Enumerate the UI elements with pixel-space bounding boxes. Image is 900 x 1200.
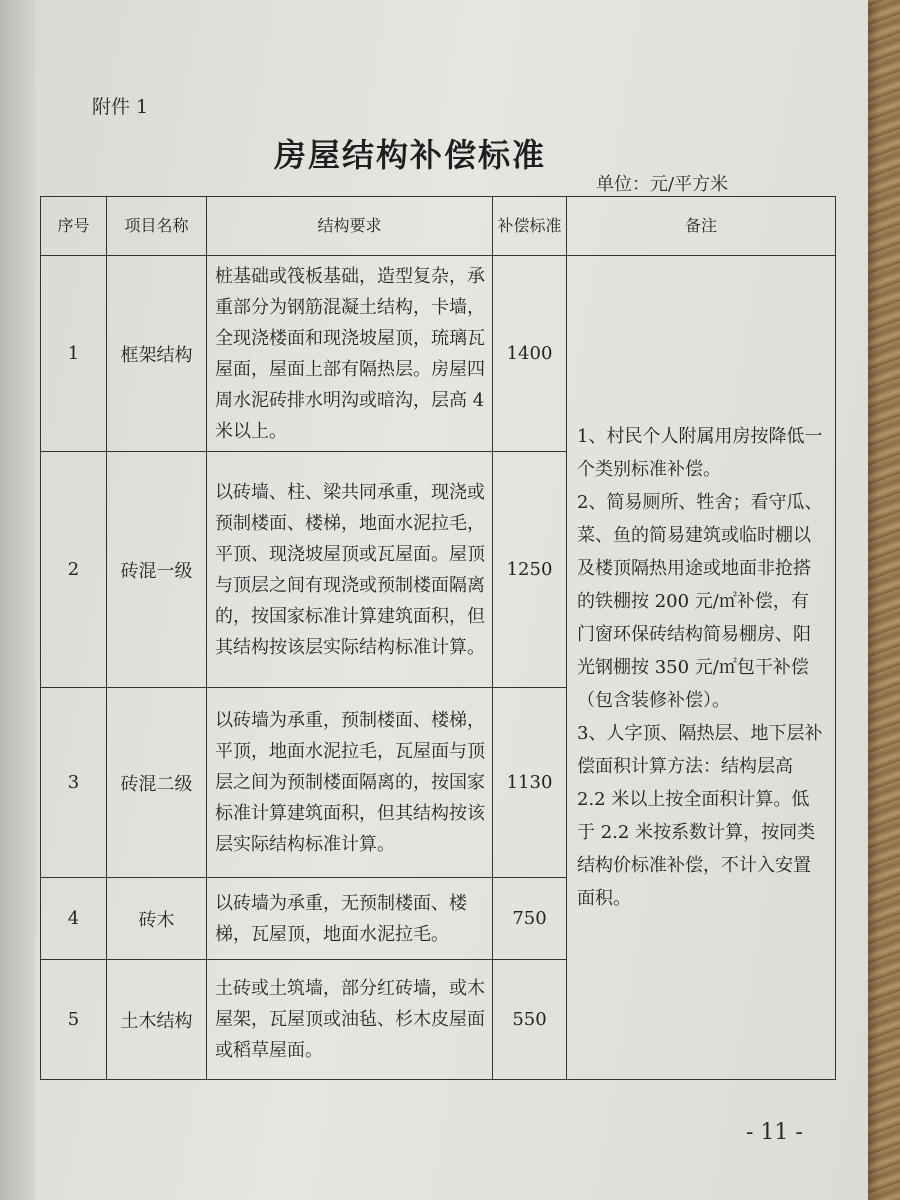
document-title: 房屋结构补偿标准 (273, 136, 546, 174)
header-no: 序号 (41, 197, 107, 256)
remark-item: 3、人字顶、隔热层、地下层补偿面积计算方法：结构层高 2.2 米以上按全面积计算。低于 2.2 米按系数计算，按同类结构价标准补偿，不计入安置面积。 (577, 723, 823, 909)
row-no: 5 (41, 960, 107, 1080)
row-standard: 1250 (493, 452, 567, 688)
annex-label: 附件 1 (92, 96, 149, 118)
row-no: 3 (41, 688, 107, 878)
page-number: - 11 - (746, 1120, 803, 1145)
row-name: 砖混二级 (107, 688, 207, 878)
table-header-row (41, 197, 836, 256)
header-remarks: 备注 (567, 197, 836, 256)
remarks-cell (567, 256, 836, 1080)
row-name: 框架结构 (107, 256, 207, 452)
header-name: 项目名称 (107, 197, 207, 256)
row-name: 砖混一级 (107, 452, 207, 688)
page-binding-edge (0, 0, 36, 1200)
row-requirement: 桩基础或筏板基础，造型复杂，承重部分为钢筋混凝土结构，卡墙，全现浇楼面和现浇坡屋顶，琉璃瓦屋面，屋面上部有隔热层。房屋四周水泥砖排水明沟或暗沟，层高 4 米以上。 (207, 256, 493, 452)
row-standard: 1130 (493, 688, 567, 878)
row-no: 1 (41, 256, 107, 452)
remark-item: 2、简易厕所、牲舍；看守瓜、菜、鱼的简易建筑或临时棚以及楼顶隔热用途或地面非抢搭的铁棚按 200 元/㎡补偿，有门窗环保砖结构简易棚房、阳光钢棚按 350 元/㎡包干补偿（包含装修补偿）。 (577, 492, 823, 711)
row-standard: 550 (493, 960, 567, 1080)
header-standard: 补偿标准 (493, 197, 567, 256)
header-requirement: 结构要求 (207, 197, 493, 256)
row-requirement: 以砖墙为承重，预制楼面、楼梯，平顶，地面水泥拉毛，瓦屋面与顶层之间为预制楼面隔离的，按国家标准计算建筑面积，但其结构按该层实际结构标准计算。 (207, 688, 493, 878)
table-row (41, 256, 836, 452)
row-standard: 1400 (493, 256, 567, 452)
row-requirement: 以砖墙、柱、梁共同承重，现浇或预制楼面、楼梯，地面水泥拉毛，平顶、现浇坡屋顶或瓦屋面。屋顶与顶层之间有现浇或预制楼面隔离的，按国家标准计算建筑面积，但其结构按该层实际结构标准计算。 (207, 452, 493, 688)
row-name: 土木结构 (107, 960, 207, 1080)
unit-label: 单位：元/平方米 (596, 174, 729, 195)
row-standard: 750 (493, 878, 567, 960)
remark-item: 1、村民个人附属用房按降低一个类别标准补偿。 (577, 426, 823, 480)
compensation-table (40, 196, 836, 1080)
row-no: 4 (41, 878, 107, 960)
row-requirement: 以砖墙为承重，无预制楼面、楼梯，瓦屋顶，地面水泥拉毛。 (207, 878, 493, 960)
row-name: 砖木 (107, 878, 207, 960)
row-requirement: 土砖或土筑墙，部分红砖墙，或木屋架，瓦屋顶或油毡、杉木皮屋面或稻草屋面。 (207, 960, 493, 1080)
row-no: 2 (41, 452, 107, 688)
